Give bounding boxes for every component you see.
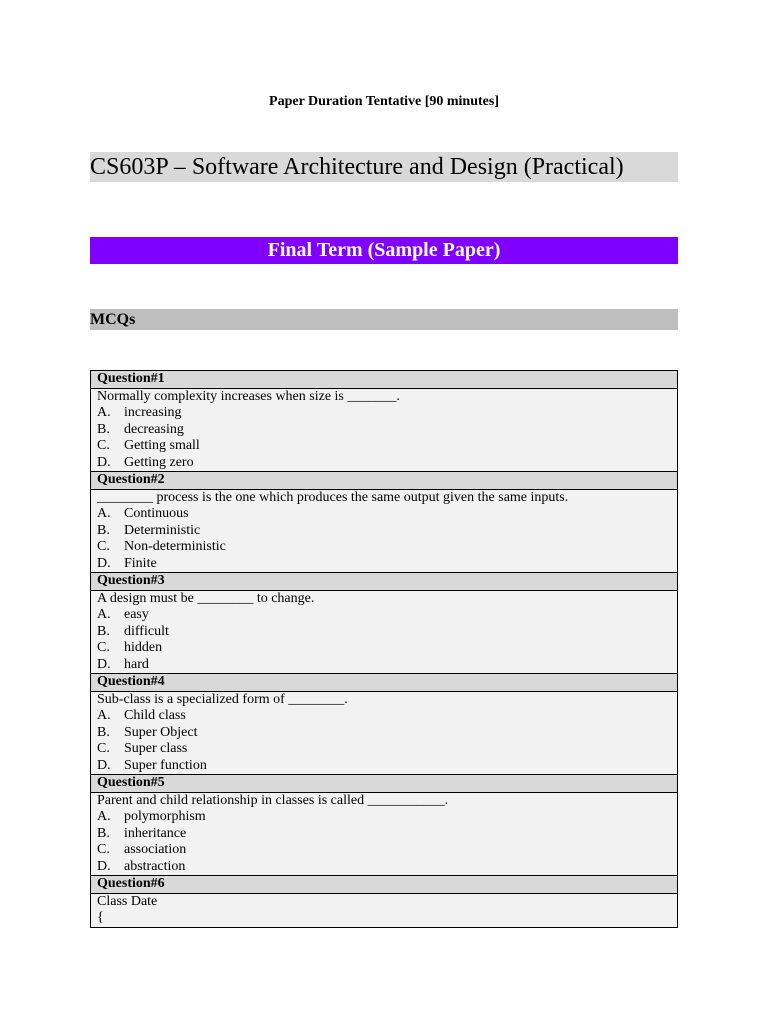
option-text: Getting zero [124, 454, 194, 470]
option-letter: C. [97, 438, 110, 453]
code-line: Class Date [97, 893, 158, 909]
option-letter: C. [97, 741, 110, 756]
option-text: Getting small [124, 438, 200, 453]
question-label: Question#4 [91, 674, 677, 692]
option-c [97, 640, 671, 657]
option-c [97, 842, 671, 859]
option-text: hard [124, 656, 149, 672]
question-body [91, 894, 677, 927]
question-text: A design must be ________ to change. [97, 590, 315, 606]
option-b [97, 826, 671, 843]
question-label: Question#1 [91, 371, 677, 389]
option-text: association [124, 842, 187, 857]
option-letter: B. [97, 522, 110, 538]
question-block [91, 674, 677, 775]
option-text: easy [124, 607, 149, 622]
option-d [97, 455, 671, 472]
option-letter: B. [97, 825, 110, 841]
option-text: Super function [124, 757, 207, 773]
option-a [97, 708, 671, 725]
option-text: hidden [124, 640, 163, 655]
option-text: inheritance [124, 825, 187, 841]
option-text: Super class [124, 741, 188, 756]
question-body [91, 591, 677, 675]
question-text: ________ process is the one which produces the same output given the same inputs. [97, 489, 569, 505]
question-body [91, 389, 677, 473]
option-text: Continuous [124, 506, 189, 521]
question-block [91, 775, 677, 876]
option-b [97, 422, 671, 439]
option-letter: B. [97, 623, 110, 639]
question-body [91, 692, 677, 776]
option-letter: D. [97, 757, 111, 773]
option-text: Non-deterministic [124, 539, 226, 554]
question-body [91, 490, 677, 574]
question-block [91, 876, 677, 927]
option-letter: A. [97, 809, 111, 824]
option-text: Finite [124, 555, 157, 571]
option-letter: A. [97, 506, 111, 521]
option-letter: D. [97, 454, 111, 470]
option-d [97, 556, 671, 573]
code-line: { [97, 910, 104, 925]
option-letter: D. [97, 555, 111, 571]
question-block [91, 371, 677, 472]
option-letter: A. [97, 405, 111, 420]
course-title: CS603P – Software Architecture and Design (Practical) [90, 152, 678, 182]
option-d [97, 859, 671, 876]
option-letter: D. [97, 656, 111, 672]
option-a [97, 405, 671, 422]
paper-duration: Paper Duration Tentative [90 minutes] [269, 94, 499, 109]
option-b [97, 725, 671, 742]
question-block [91, 573, 677, 674]
option-letter: C. [97, 842, 110, 857]
question-text: Normally complexity increases when size is _______. [97, 388, 400, 404]
question-text: Parent and child relationship in classes is called ___________. [97, 792, 449, 808]
term-banner: Final Term (Sample Paper) [90, 237, 678, 264]
option-text: Deterministic [124, 522, 201, 538]
question-label: Question#5 [91, 775, 677, 793]
option-text: Child class [124, 708, 186, 723]
question-block [91, 472, 677, 573]
option-a [97, 607, 671, 624]
option-b [97, 624, 671, 641]
option-a [97, 506, 671, 523]
question-label: Question#3 [91, 573, 677, 591]
option-c [97, 741, 671, 758]
option-letter: C. [97, 539, 110, 554]
option-letter: A. [97, 607, 111, 622]
option-letter: D. [97, 858, 111, 874]
option-text: polymorphism [124, 809, 206, 824]
option-text: decreasing [124, 421, 184, 437]
option-letter: B. [97, 724, 110, 740]
option-letter: C. [97, 640, 110, 655]
question-body [91, 793, 677, 877]
option-d [97, 657, 671, 674]
option-d [97, 758, 671, 775]
question-label: Question#6 [91, 876, 677, 894]
question-label: Question#2 [91, 472, 677, 490]
option-letter: B. [97, 421, 110, 437]
section-heading-mcqs: MCQs [90, 309, 678, 330]
option-letter: A. [97, 708, 111, 723]
option-c [97, 539, 671, 556]
option-text: Super Object [124, 724, 198, 740]
option-text: difficult [124, 623, 169, 639]
questions-table [90, 370, 678, 928]
option-text: abstraction [124, 858, 186, 874]
option-b [97, 523, 671, 540]
option-text: increasing [124, 405, 182, 420]
question-text: Sub-class is a specialized form of ________. [97, 691, 348, 707]
option-a [97, 809, 671, 826]
option-c [97, 438, 671, 455]
